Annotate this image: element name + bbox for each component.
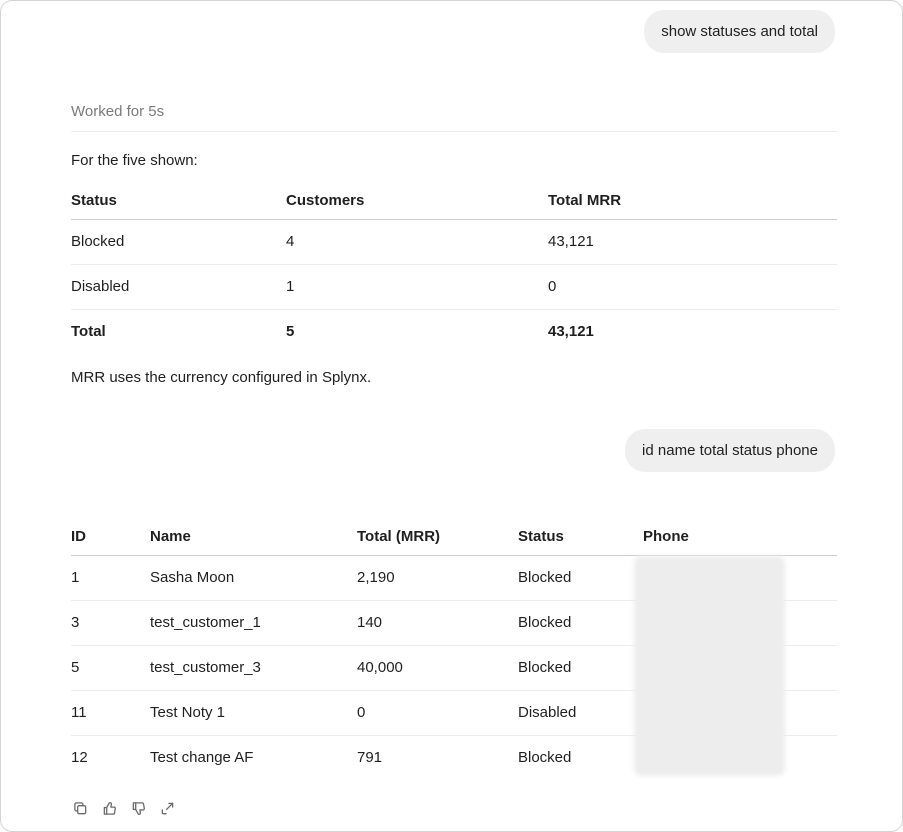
phone-redaction-overlay	[637, 559, 782, 773]
thumbs-up-icon	[102, 801, 117, 816]
table-row	[71, 219, 837, 264]
column-header: Total MRR	[548, 183, 837, 219]
table-cell: 12	[71, 749, 88, 767]
table-row	[71, 264, 837, 309]
column-header: Name	[150, 519, 357, 555]
table-cell: Test Noty 1	[150, 690, 357, 735]
table-header-row	[71, 519, 837, 555]
table-cell: 40,000	[357, 645, 518, 690]
table-cell: Blocked	[518, 749, 572, 767]
table-cell: 11	[71, 690, 150, 735]
table-cell: 43,121	[548, 323, 594, 341]
table-cell: 5	[71, 645, 150, 690]
table-cell: 0	[548, 264, 837, 309]
table-cell: Total	[71, 323, 106, 341]
table-cell: 1	[286, 264, 548, 309]
column-header: Phone	[643, 519, 837, 555]
table-total-row	[71, 309, 837, 354]
thumbs-down-icon	[131, 801, 146, 816]
thumbs-down-button[interactable]	[129, 799, 147, 817]
table-cell: test_customer_3	[150, 645, 357, 690]
table-cell: 2,190	[357, 555, 518, 600]
column-header: Status	[518, 519, 643, 555]
user-message: show statuses and total	[644, 10, 835, 53]
column-header: Status	[71, 183, 286, 219]
response-note: MRR uses the currency configured in Splynx.	[71, 369, 372, 386]
worked-duration[interactable]: Worked for 5s	[71, 103, 837, 132]
table-cell: 4	[286, 219, 548, 264]
column-header: Total (MRR)	[357, 519, 518, 555]
table-cell: 5	[286, 323, 295, 341]
copy-icon	[73, 801, 88, 816]
table-header-row	[71, 183, 837, 219]
table-cell: 0	[357, 690, 518, 735]
table-cell: Disabled	[518, 690, 643, 735]
table-cell: Blocked	[518, 555, 643, 600]
table-cell: Blocked	[518, 645, 643, 690]
table-cell: 1	[71, 555, 150, 600]
table-cell: 140	[357, 600, 518, 645]
table-cell: 3	[71, 600, 150, 645]
status-summary-table	[71, 183, 837, 354]
column-header: Customers	[286, 183, 548, 219]
thumbs-up-button[interactable]	[100, 799, 118, 817]
share-button[interactable]	[158, 799, 176, 817]
table-cell: Blocked	[518, 600, 643, 645]
message-actions	[71, 799, 176, 817]
table-cell: Test change AF	[150, 749, 254, 767]
user-message: id name total status phone	[625, 429, 835, 472]
table-cell: Disabled	[71, 264, 286, 309]
copy-button[interactable]	[71, 799, 89, 817]
table-cell: Blocked	[71, 219, 286, 264]
column-header: ID	[71, 519, 150, 555]
table-cell: 791	[357, 749, 383, 767]
table-cell: Sasha Moon	[150, 555, 357, 600]
table-cell: 43,121	[548, 219, 837, 264]
share-icon	[160, 801, 175, 816]
table-cell: test_customer_1	[150, 600, 357, 645]
response-intro: For the five shown:	[71, 152, 198, 169]
